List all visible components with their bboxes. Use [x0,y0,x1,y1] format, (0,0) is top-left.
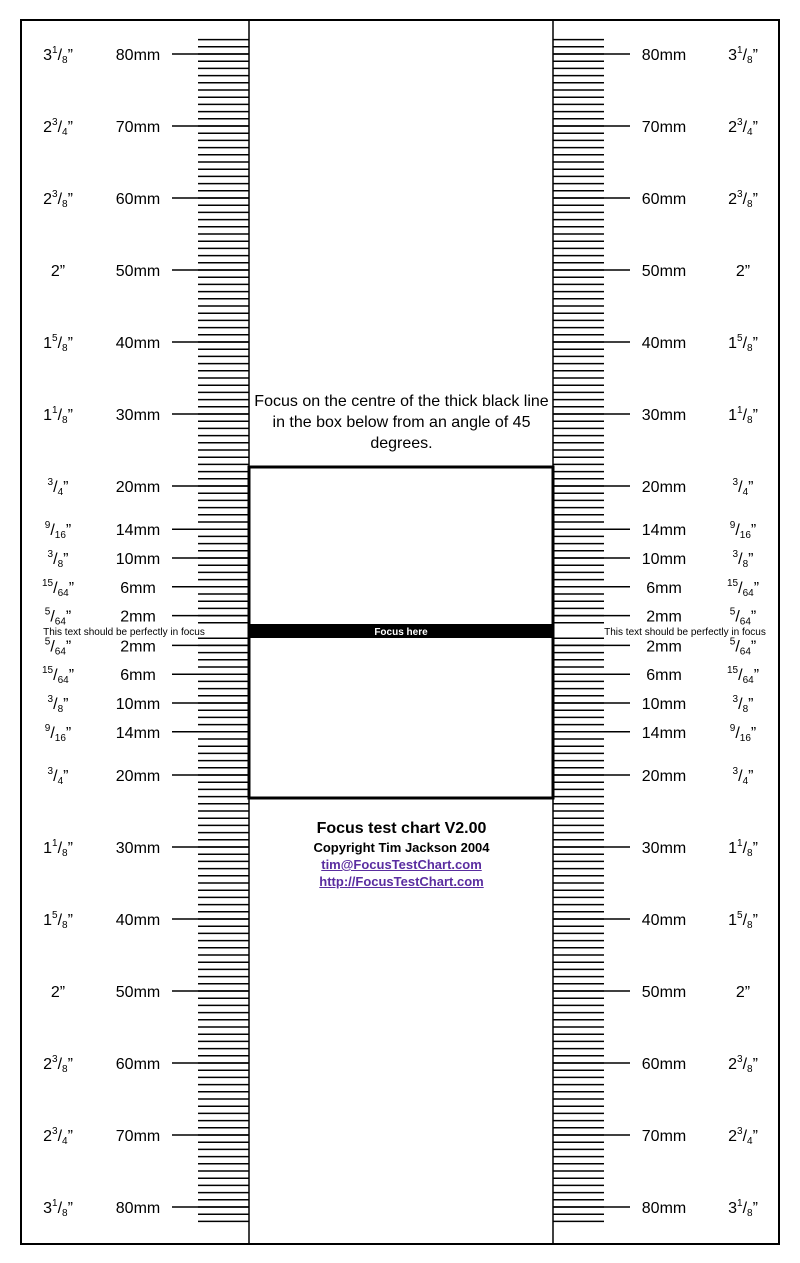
mm-label-right: 6mm [646,579,682,597]
mm-label-right: 80mm [641,1200,687,1217]
mm-label-right: 14mm [641,522,687,540]
inch-label-left: $^5$/64” [44,606,72,628]
inch-label-right: $^{15}$/64” [726,665,760,687]
inch-label-right: 2” [735,263,751,280]
mm-label-right: 40mm [641,335,687,352]
inch-label-left: $2^3/8$” [43,189,73,210]
inch-label-right: $^5$/64” [729,606,757,628]
mm-label-right: 6mm [646,667,682,685]
mm-label-left: 30mm [115,407,161,424]
mm-label-right: 70mm [641,1128,687,1145]
inch-label-right: $2^3/8$” [728,1054,758,1075]
mm-label-left: 70mm [115,119,161,136]
inch-label-left: $^9$/16” [44,722,72,744]
inch-label-left: $^3$/8” [47,549,69,570]
mm-label-left: 60mm [115,1056,161,1073]
mm-label-right: 40mm [641,912,687,929]
mm-label-left: 10mm [115,551,161,568]
inch-label-left: $^{15}$/64” [41,577,75,599]
mm-label-left: 14mm [115,522,161,540]
inch-label-right: $^3$/4” [732,477,754,498]
chart-info [250,819,553,890]
inch-label-right: $^3$/8” [732,694,754,715]
inch-label-left: 2” [50,263,66,280]
inch-label-right: $1^5/8$” [728,333,758,354]
inch-label-left: $^9$/16” [44,520,72,542]
inch-label-left: $^5$/64” [44,636,72,658]
mm-label-left: 70mm [115,1128,161,1145]
inch-label-right: $2^3/4$” [728,1126,758,1147]
inch-label-left: $3^1/8$” [43,45,73,66]
inch-label-right: 2” [735,984,751,1001]
mm-label-left: 10mm [115,696,161,713]
mm-label-right: 30mm [641,840,687,857]
mm-label-right: 10mm [641,696,687,713]
inch-label-left: $1^5/8$” [43,910,73,931]
mm-label-right: 50mm [641,263,687,280]
inch-label-right: $3^1/8$” [728,45,758,66]
chart-title: Focus test chart V2.00 [316,820,487,837]
inch-label-left: $1^5/8$” [43,333,73,354]
mm-label-left: 40mm [115,912,161,929]
mm-label-right: 2mm [646,638,682,656]
mm-label-right: 60mm [641,191,687,208]
mm-label-right: 70mm [641,119,687,136]
mm-label-right: 20mm [641,479,687,496]
mm-label-right: 10mm [641,551,687,568]
mm-label-right: 50mm [641,984,687,1001]
mm-label-right: 60mm [641,1056,687,1073]
inch-label-left: $^3$/4” [47,766,69,787]
mm-label-left: 80mm [115,47,161,64]
inch-label-right: $3^1/8$” [728,1198,758,1219]
inch-label-left: $2^3/4$” [43,117,73,138]
inch-label-left: $3^1/8$” [43,1198,73,1219]
focus-note-left: This text should be perfectly in focus [43,627,205,638]
mm-label-right: 80mm [641,47,687,64]
inch-label-right: $^9$/16” [729,722,757,744]
mm-label-left: 20mm [115,768,161,785]
mm-label-right: 14mm [641,724,687,742]
inch-label-left: $^3$/4” [47,477,69,498]
focus-label: Focus here [374,627,428,638]
mm-label-left: 60mm [115,191,161,208]
copyright: Copyright Tim Jackson 2004 [313,840,490,855]
mm-label-right: 2mm [646,608,682,626]
inch-label-left: $^3$/8” [47,694,69,715]
mm-label-left: 50mm [115,984,161,1001]
mm-label-left: 14mm [115,724,161,742]
email-link[interactable]: tim@FocusTestChart.com [321,857,482,872]
inch-label-left: $^{15}$/64” [41,665,75,687]
mm-label-left: 2mm [120,608,156,626]
inch-label-right: $1^1/8$” [728,405,758,426]
mm-label-right: 30mm [641,407,687,424]
inch-label-left: $1^1/8$” [43,838,73,859]
mm-label-left: 50mm [115,263,161,280]
mm-label-left: 2mm [120,638,156,656]
inch-label-right: $^5$/64” [729,636,757,658]
inch-label-right: $2^3/4$” [728,117,758,138]
mm-label-right: 20mm [641,768,687,785]
inch-label-right: $^3$/8” [732,549,754,570]
inch-label-left: $1^1/8$” [43,405,73,426]
mm-label-left: 30mm [115,840,161,857]
inch-label-left: $2^3/8$” [43,1054,73,1075]
inch-label-left: $2^3/4$” [43,1126,73,1147]
inch-label-right: $1^5/8$” [728,910,758,931]
inch-label-right: $^{15}$/64” [726,577,760,599]
focus-note-right: This text should be perfectly in focus [604,627,766,638]
inch-label-left: 2” [50,984,66,1001]
inch-label-right: $^3$/4” [732,766,754,787]
inch-label-right: $^9$/16” [729,520,757,542]
mm-label-left: 20mm [115,479,161,496]
mm-label-left: 40mm [115,335,161,352]
mm-label-left: 6mm [120,579,156,597]
inch-label-right: $1^1/8$” [728,838,758,859]
mm-label-left: 6mm [120,667,156,685]
website-link[interactable]: http://FocusTestChart.com [319,874,484,889]
inch-label-right: $2^3/8$” [728,189,758,210]
instructions-text: Focus on the centre of the thick black line in the box below from an angle of 45 degrees. [254,393,549,452]
mm-label-left: 80mm [115,1200,161,1217]
